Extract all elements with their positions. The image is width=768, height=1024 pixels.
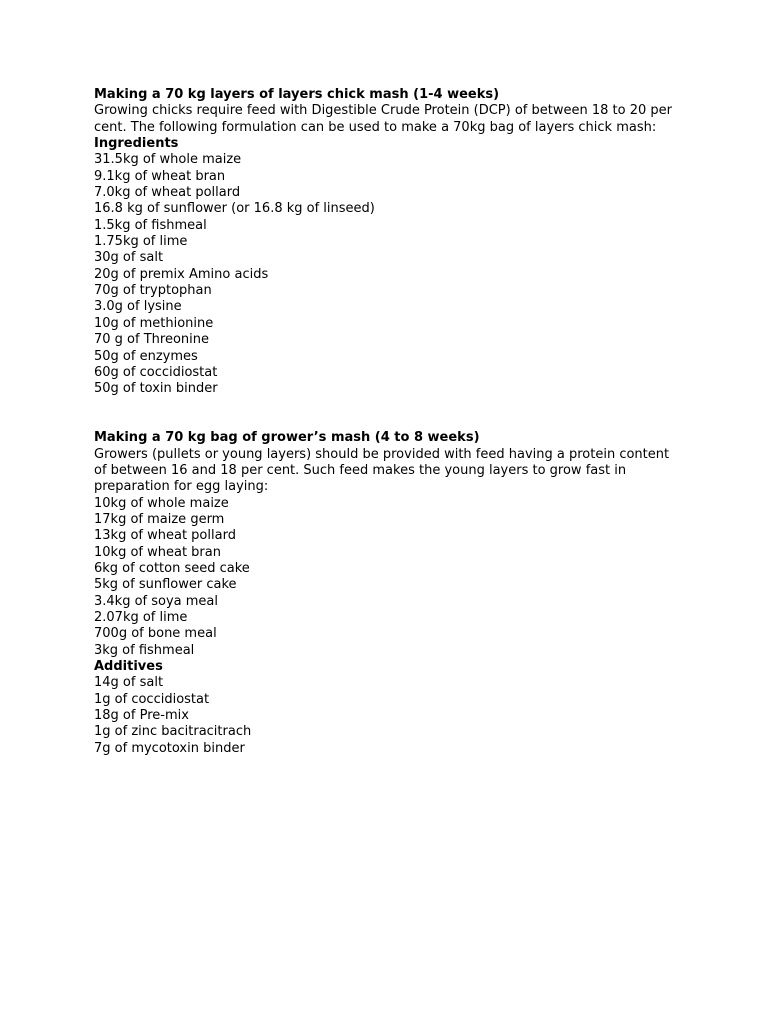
list-item: 30g of salt (94, 250, 164, 266)
section-title: Making a 70 kg layers of layers chick mash (1-4 weeks) (94, 87, 500, 102)
list-item: 1g of zinc bacitracitrach (94, 724, 252, 740)
list-item: 7g of mycotoxin binder (94, 740, 245, 756)
chick-mash-section (94, 87, 694, 398)
ingredient-list (94, 496, 694, 659)
list-item: 10kg of wheat bran (94, 544, 221, 560)
section-intro: Growing chicks require feed with Digestible Crude Protein (DCP) of between 18 to 20 per cent. The following formulation can be used to make a 70kg bag of layers chick mash: (94, 103, 672, 135)
list-item: 3.4kg of soya meal (94, 593, 219, 609)
list-item: 60g of coccidiostat (94, 364, 218, 380)
list-item: 1.5kg of fishmeal (94, 217, 207, 233)
list-item: 6kg of cotton seed cake (94, 560, 250, 576)
list-item: 20g of premix Amino acids (94, 266, 269, 282)
list-item: 700g of bone meal (94, 626, 217, 642)
list-item: 31.5kg of whole maize (94, 152, 242, 168)
list-item: 9.1kg of wheat bran (94, 168, 226, 184)
document-page (94, 87, 694, 757)
grower-mash-section (94, 430, 694, 757)
list-item: 10kg of whole maize (94, 495, 229, 511)
list-item: 17kg of maize germ (94, 511, 225, 527)
list-item: 16.8 kg of sunflower (or 16.8 kg of linseed) (94, 201, 375, 217)
list-item: 1.75kg of lime (94, 234, 188, 250)
list-item: 1g of coccidiostat (94, 691, 210, 707)
additive-list (94, 675, 694, 757)
ingredient-list (94, 152, 694, 397)
list-item: 3kg of fishmeal (94, 642, 195, 658)
list-item: 13kg of wheat pollard (94, 528, 236, 544)
list-item: 7.0kg of wheat pollard (94, 185, 241, 201)
section-intro: Growers (pullets or young layers) should be provided with feed having a protein content of between 16 and 18 per cent. Such feed makes the young layers to grow fast in preparation for egg laying: (94, 446, 670, 495)
list-item: 5kg of sunflower cake (94, 577, 237, 593)
list-item: 18g of Pre-mix (94, 708, 189, 724)
list-item: 70g of tryptophan (94, 283, 212, 299)
section-spacer (94, 398, 694, 431)
list-item: 14g of salt (94, 675, 164, 691)
list-item: 3.0g of lysine (94, 299, 182, 315)
ingredients-heading: Ingredients (94, 136, 179, 152)
list-item: 2.07kg of lime (94, 610, 188, 625)
list-item: 50g of enzymes (94, 348, 198, 364)
list-item: 10g of methionine (94, 315, 214, 331)
section-title: Making a 70 kg bag of grower’s mash (4 to 8 weeks) (94, 430, 480, 446)
list-item: 70 g of Threonine (94, 332, 210, 348)
list-item: 50g of toxin binder (94, 381, 218, 397)
additives-heading: Additives (94, 659, 163, 675)
